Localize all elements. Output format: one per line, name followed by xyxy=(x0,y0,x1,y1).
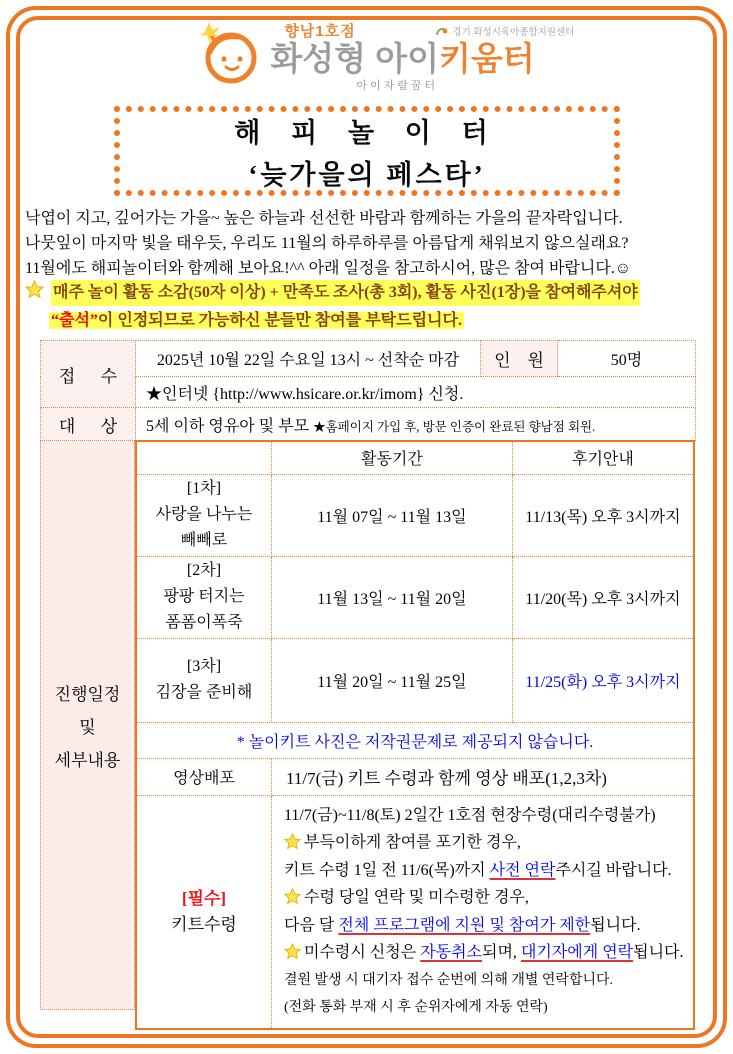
notice-line-1 xyxy=(25,280,715,306)
event-subtitle: ‘늦가을의 페스타’ xyxy=(248,159,486,190)
schedule-header-line-1: 진행일정 xyxy=(54,684,121,704)
round2-period: 11월 13일 ~ 11월 20일 xyxy=(271,556,512,638)
title-box xyxy=(114,106,620,196)
kit-content-cell xyxy=(271,795,694,1029)
notice-line-2 xyxy=(49,308,715,334)
kit-line-4: 수령 당일 연락 및 미수령한 경우, xyxy=(284,884,693,912)
restriction-emphasis: 전체 프로그램에 지원 및 참여가 제한 xyxy=(338,916,591,934)
round3-review: 11/25(화) 오후 3시까지 xyxy=(512,638,694,722)
kit-name: 키트수령 xyxy=(171,914,237,934)
capacity-value: 50명 xyxy=(558,341,696,377)
reception-method: ★인터넷 {http://www.hsicare.or.kr/imom} 신청. xyxy=(136,377,696,408)
notice-text-2: 이 인정되므로 가능하신 분들만 참여를 부탁드립니다. xyxy=(97,312,462,329)
participation-notice xyxy=(25,280,715,334)
partner-badge xyxy=(435,24,574,38)
round1-name: [1차] 사랑을 나누는 빼빼로 xyxy=(136,474,271,556)
star-icon xyxy=(25,280,44,299)
kit-required: [필수] xyxy=(181,888,227,908)
reception-table xyxy=(40,340,696,441)
round3-name: [3차] 김장을 준비해 xyxy=(136,638,271,722)
col-header-review: 후기안내 xyxy=(512,441,694,474)
intro-line-3: 11월에도 해피놀이터와 함께해 보아요!^^ 아래 일정을 참고하시어, 많은 참여 바랍니다.☺ xyxy=(25,260,632,277)
reception-header: 접 수 xyxy=(41,341,136,408)
auto-cancel-emphasis: 자동취소 xyxy=(420,944,483,961)
kit-line-2: 부득이하게 참여를 포기한 경우, xyxy=(284,829,693,857)
capacity-label: 인 원 xyxy=(481,341,558,377)
intro-line-1: 낙엽이 지고, 깊어가는 가을~ 높은 하늘과 선선한 바람과 함께하는 가을의 끝자락입니다. xyxy=(25,210,623,227)
round2-name: [2차] 팡팡 터지는 폼폼이폭죽 xyxy=(136,556,271,638)
round3-period: 11월 20일 ~ 11월 25일 xyxy=(271,638,512,722)
kit-line-3: 키트 수령 1일 전 11/6(목)까지 사전 연락주시길 바랍니다. xyxy=(283,861,672,879)
star-icon xyxy=(284,833,301,850)
kit-line-7: 결원 발생 시 대기자 접수 순번에 의해 개별 연락합니다. xyxy=(283,972,614,988)
schedule-header-cell xyxy=(40,440,135,1010)
schedule-table xyxy=(135,440,695,1030)
waitlist-contact-emphasis: 대기자에게 연락 xyxy=(520,944,634,961)
brand-name-gray: 화성형 아이 xyxy=(270,40,439,77)
schedule-header-line-3: 세부내용 xyxy=(54,750,121,770)
schedule-header-line-2: 및 xyxy=(79,717,96,737)
logo xyxy=(0,18,733,93)
target-sub: ★홈페이지 가입 후, 방문 인증이 완료된 향남점 회원. xyxy=(313,419,596,434)
brand-name xyxy=(270,41,534,77)
kit-line-6: 미수령시 신청은 자동취소되며, 대기자에게 연락됩니다. xyxy=(284,939,693,967)
schedule-row-1 xyxy=(136,474,694,556)
kit-label-cell xyxy=(136,795,271,1029)
target-cell xyxy=(136,408,696,441)
col-header-period: 활동기간 xyxy=(271,441,512,474)
brand-branch: 향남1호점 xyxy=(284,23,356,40)
round1-review: 11/13(목) 오후 3시까지 xyxy=(512,474,694,556)
kit-line-8: (전화 통화 부재 시 후 순위자에게 자동 연락) xyxy=(283,1000,548,1015)
empty-header-cell xyxy=(136,441,271,474)
schedule-section xyxy=(40,440,695,1015)
kit-line-5: 다음 달 전체 프로그램에 지원 및 참여가 제한됩니다. xyxy=(283,916,641,934)
schedule-row-2 xyxy=(136,556,694,638)
brand-subtitle: 아이자람꿈터 xyxy=(356,80,439,92)
round1-period: 11월 07일 ~ 11월 13일 xyxy=(271,474,512,556)
target-main: 5세 이하 영유아 및 부모 xyxy=(146,417,314,435)
star-icon xyxy=(284,943,301,960)
kit-line-1: 11/7(금)~11/8(토) 2일간 1호점 현장수령(대리수령불가) xyxy=(283,806,656,824)
round2-review: 11/20(목) 오후 3시까지 xyxy=(512,556,694,638)
child-face-icon xyxy=(198,18,260,86)
partner-logo-icon xyxy=(435,26,449,37)
brand-name-orange: 키움터 xyxy=(438,40,535,77)
video-label: 영상배포 xyxy=(136,758,271,795)
copyright-note: * 놀이키트 사진은 저작권문제로 제공되지 않습니다. xyxy=(136,722,694,758)
star-icon xyxy=(284,888,301,905)
target-header: 대 상 xyxy=(41,408,136,441)
intro-paragraph xyxy=(25,206,715,281)
notice-text-1: 매주 놀이 활동 소감(50자 이상) + 만족도 조사(총 3회), 활동 사진(1장)을 참여해주셔야 xyxy=(51,280,640,306)
intro-line-2: 나뭇잎이 마지막 빛을 태우듯, 우리도 11월의 하루하루를 아름답게 채워보지 않으실래요? xyxy=(25,235,629,252)
prior-contact-emphasis: 사전 연락 xyxy=(489,861,556,879)
video-content: 11/7(금) 키트 수령과 함께 영상 배포(1,2,3차) xyxy=(271,758,694,795)
partner-name: 경기 화성시육아종합지원센터 xyxy=(452,27,575,38)
event-title: 해 피 놀 이 터 xyxy=(234,117,500,148)
attendance-word: “출석” xyxy=(51,312,98,329)
reception-date: 2025년 10월 22일 수요일 13시 ~ 선착순 마감 xyxy=(136,341,481,377)
schedule-row-3 xyxy=(136,638,694,722)
